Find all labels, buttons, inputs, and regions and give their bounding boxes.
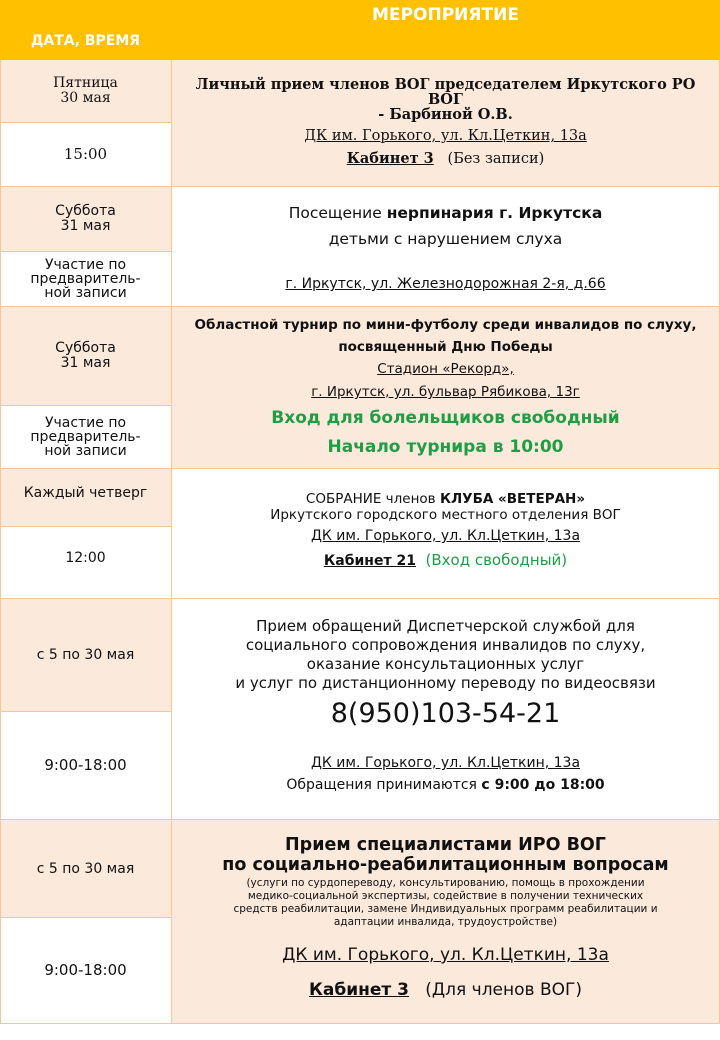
row2-date (0, 187, 171, 251)
row4-room-note: (Вход свободный) (425, 551, 568, 569)
row4-date-value: Каждый четверг (23, 485, 148, 501)
row4-title-prefix: СОБРАНИЕ членов (305, 491, 440, 507)
row4-title-bold: КЛУБА «ВЕТЕРАН» (439, 491, 586, 507)
row1-room (171, 150, 720, 167)
row3-address (171, 384, 720, 400)
row4-title-line2: Иркутского городского местного отделения ВОГ (270, 507, 621, 523)
row6-small-line1: (услуги по сурдопереводу, консультированию, помощь в прохождении (246, 877, 645, 889)
row4-title-line1 (171, 491, 720, 507)
row3-address-link[interactable]: г. Иркутск, ул. бульвар Рябикова, 13г (311, 384, 580, 400)
row5-line4: и услуг по дистанционному переводу по видеосвязи (235, 674, 656, 692)
row5-time (0, 711, 171, 819)
row3-title-line2: посвященный Дню Победы (338, 339, 553, 355)
row5-address-link[interactable]: ДК им. Горького, ул. Кл.Цеткин, 13а (310, 755, 581, 771)
row5-address (171, 755, 720, 771)
row4-address-link[interactable]: ДК им. Горького, ул. Кл.Цеткин, 13а (310, 528, 581, 544)
row4-room (171, 551, 720, 569)
row4-time (0, 526, 171, 590)
header-date-time-label: ДАТА, ВРЕМЯ (30, 33, 141, 49)
row1-time (0, 122, 171, 186)
row5-date-value: с 5 по 30 мая (36, 647, 135, 663)
row6-time (0, 917, 171, 1023)
header-event (171, 0, 720, 60)
row3-venue (171, 361, 720, 377)
row6-date-value: с 5 по 30 мая (36, 860, 135, 877)
row1-date-line1: Пятница (53, 75, 118, 91)
row5-hours (171, 777, 720, 793)
row4-date (0, 469, 171, 517)
row5-hours-prefix: Обращения принимаются (286, 777, 482, 793)
row6-time-value: 9:00-18:00 (44, 961, 127, 979)
row1-address-link[interactable]: ДК им. Горького, ул. Кл.Цеткин, 13а (304, 128, 587, 144)
row3-date (0, 307, 171, 405)
row4-address (171, 528, 720, 544)
row1-room-label: Кабинет 3 (346, 150, 434, 167)
row6-title-line2: по социально-реабилитационным вопросам (222, 855, 669, 875)
row6-address-link[interactable]: ДК им. Горького, ул. Кл.Цеткин, 13а (282, 945, 609, 965)
row1-title-line3: - Барбиной О.В. (378, 106, 513, 123)
row1-date-line2: 30 мая (60, 90, 111, 106)
row2-title-line2: детьми с нарушением слуха (328, 230, 563, 248)
row5-date (0, 599, 171, 711)
row6-title-line1: Прием специалистами ИРО ВОГ (285, 835, 606, 855)
row1-title-line1: Личный прием членов ВОГ председателем Иркутского РО (195, 76, 696, 93)
row1-room-note: (Без записи) (447, 151, 545, 167)
row3-date-line1: Суббота (55, 340, 116, 356)
row1-address (171, 128, 720, 144)
row5-line1: Прием обращений Диспетчерской службой для (256, 617, 635, 635)
row2-title-prefix: Посещение (288, 204, 387, 222)
row3-venue-link[interactable]: Стадион «Рекорд», (377, 361, 514, 377)
row2-participation-line2: предваритель- (30, 270, 141, 287)
row2-date-line1: Суббота (55, 203, 116, 219)
row2-title-line1 (171, 204, 720, 222)
row2-participation-line3: ной записи (44, 284, 127, 301)
row3-green-line1: Вход для болельщиков свободный (271, 408, 620, 428)
row6-address (171, 945, 720, 965)
row5-hours-bold: с 9:00 до 18:00 (481, 777, 605, 793)
row2-address-link[interactable]: г. Иркутск, ул. Железнодорожная 2-я, д.66 (285, 276, 606, 292)
row3-participation-line2: предваритель- (30, 428, 141, 445)
row6-room-label: Кабинет 3 (308, 980, 410, 1000)
row6-room (171, 980, 720, 1000)
header-event-label: МЕРОПРИЯТИЕ (372, 5, 519, 25)
row3-title-line1: Областной турнир по мини-футболу среди инвалидов по слуху, (194, 317, 697, 333)
row3-participation (0, 405, 171, 468)
row5-line3: оказание консультационных услуг (306, 655, 585, 673)
row6-room-note: (Для членов ВОГ) (425, 980, 582, 1000)
row5-phone[interactable]: 8(950)103-54-21 (330, 698, 561, 729)
row2-address (171, 276, 720, 292)
row3-participation-line3: ной записи (44, 442, 127, 459)
row3-green-line2: Начало турнира в 10:00 (327, 437, 564, 457)
row5-time-value: 9:00-18:00 (44, 756, 127, 774)
row6-date (0, 820, 171, 917)
row6-small-line4: адаптации инвалида, трудоустройстве) (333, 916, 558, 928)
row1-time-value: 15:00 (63, 145, 108, 163)
row6-small-line3: средств реабилитации, замене Индивидуальных программ реабилитации и (233, 903, 658, 915)
row2-date-line2: 31 мая (60, 218, 111, 234)
row2-participation-line1: Участие по (44, 256, 127, 273)
row4-room-label: Кабинет 21 (323, 553, 416, 569)
header-date-time (0, 0, 171, 60)
row3-participation-line1: Участие по (44, 414, 127, 431)
row2-title-bold: нерпинария г. Иркутска (386, 204, 603, 222)
row4-time-value: 12:00 (65, 550, 106, 566)
row3-date-line2: 31 мая (60, 355, 111, 371)
divider (0, 1023, 720, 1024)
row6-small-line2: медико-социальной экспертизы, содействие в получении технических (247, 890, 644, 902)
row1-date (0, 60, 171, 122)
row5-line2: социального сопровождения инвалидов по слуху, (245, 636, 646, 654)
row2-participation (0, 251, 171, 306)
row1-title-line2: ВОГ (428, 91, 463, 108)
